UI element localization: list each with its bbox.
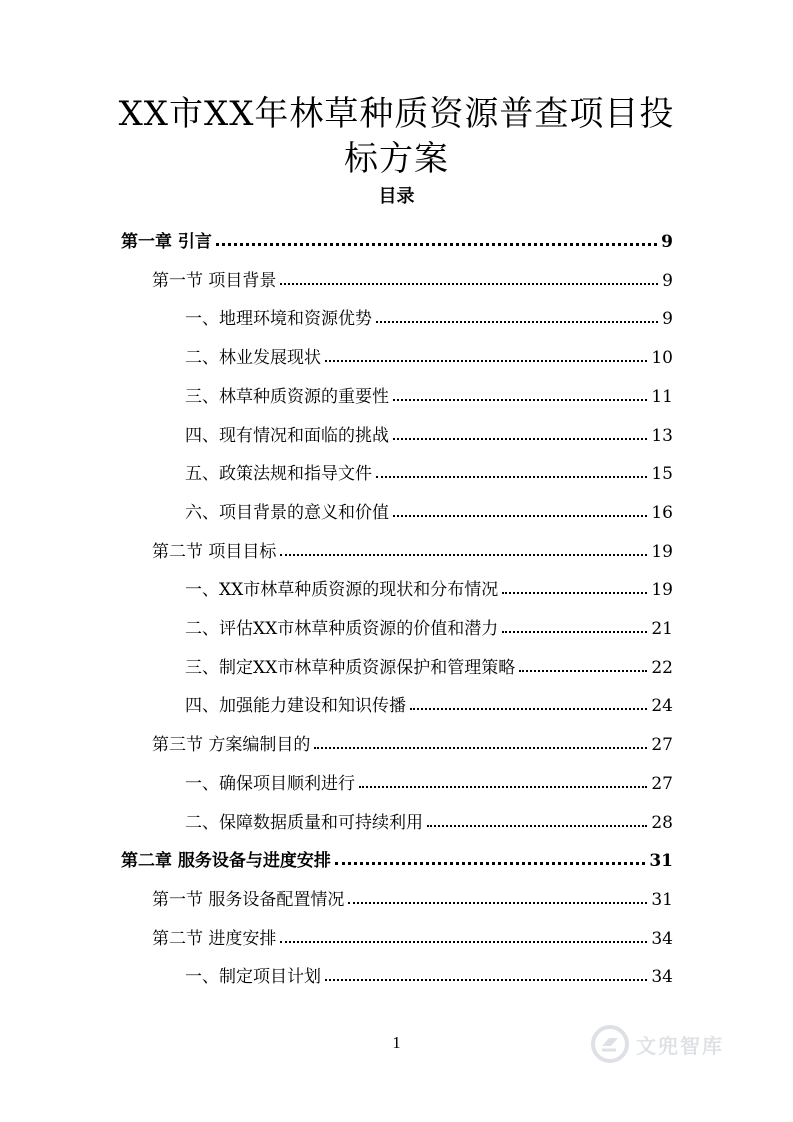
page-number: 1	[392, 1033, 401, 1052]
toc-entry-label: 二、林业发展现状	[185, 348, 321, 369]
toc-leader-dots	[502, 631, 647, 633]
toc-entry-page: 27	[651, 773, 673, 794]
toc-entry-label: 二、评估XX市林草种质资源的价值和潜力	[185, 619, 499, 639]
toc-leader-dots	[325, 979, 647, 981]
toc-entry-page: 27	[651, 735, 673, 756]
toc-leader-dots	[376, 321, 658, 323]
toc-entry[interactable]	[185, 609, 673, 639]
document-title	[0, 92, 793, 182]
toc-entry[interactable]	[185, 416, 673, 446]
toc-entry[interactable]	[152, 261, 673, 291]
toc-entry-page: 22	[651, 657, 673, 678]
toc-entry-label: 六、项目背景的意义和价值	[185, 502, 389, 523]
watermark-logo-icon	[590, 1024, 630, 1064]
toc-entry[interactable]	[185, 803, 673, 833]
toc-entry-label: 一、地理环境和资源优势	[185, 309, 372, 330]
toc-entry-page: 15	[651, 464, 673, 485]
toc-entry-label: 四、现有情况和面临的挑战	[185, 425, 389, 446]
toc-entry-label: 三、制定XX市林草种质资源保护和管理策略	[185, 657, 516, 678]
toc-leader-dots	[427, 825, 647, 827]
toc-entry-page: 9	[661, 232, 673, 252]
toc-entry[interactable]	[121, 841, 673, 871]
toc-entry[interactable]	[185, 454, 673, 484]
toc-entry-page: 34	[651, 928, 673, 949]
title-line-1: XX市XX年林草种质资源普查项目投	[118, 94, 675, 134]
toc-leader-dots	[280, 283, 658, 285]
toc-entry-label: 五、政策法规和指导文件	[185, 464, 372, 485]
toc-entry-page: 21	[651, 619, 673, 639]
toc-leader-dots	[314, 747, 647, 749]
toc-entry[interactable]	[152, 919, 673, 949]
toc-entry-page: 19	[651, 580, 673, 601]
toc-leader-dots	[519, 670, 647, 672]
toc-leader-dots	[280, 941, 647, 943]
toc-leader-dots	[348, 902, 647, 904]
toc-leader-dots	[376, 476, 647, 478]
watermark-text: 文兜智库	[636, 1033, 724, 1058]
toc-entry[interactable]	[152, 532, 673, 562]
toc-entry[interactable]	[152, 880, 673, 910]
toc-entry[interactable]	[121, 222, 673, 252]
toc-entry-page: 9	[662, 270, 673, 291]
toc-entry[interactable]	[185, 493, 673, 523]
toc-entry[interactable]	[152, 725, 673, 755]
toc-entry-page: 16	[651, 502, 673, 523]
toc-leader-dots	[410, 708, 647, 710]
toc-entry[interactable]	[185, 686, 673, 716]
toc-leader-dots	[280, 554, 647, 556]
toc-entry-label: 一、确保项目顺利进行	[185, 773, 355, 794]
toc-entry-page: 19	[651, 541, 673, 562]
toc-entry-page: 11	[651, 386, 673, 407]
toc-leader-dots	[393, 438, 647, 440]
toc-entry-page: 28	[651, 812, 673, 833]
toc-entry[interactable]	[185, 764, 673, 794]
toc-leader-dots	[335, 862, 645, 865]
toc-leader-dots	[393, 515, 647, 517]
toc-entry-label: 二、保障数据质量和可持续利用	[185, 812, 423, 833]
toc-entry-page: 31	[649, 851, 673, 872]
toc-entry[interactable]	[185, 338, 673, 368]
toc-entry[interactable]	[185, 648, 673, 678]
toc-entry-label: 第二节 进度安排	[152, 928, 277, 949]
toc-entry-page: 9	[662, 309, 673, 330]
toc-heading: 目录	[378, 186, 415, 207]
toc-leader-dots	[359, 786, 647, 788]
toc-leader-dots	[393, 399, 647, 401]
toc-entry-label: 三、林草种质资源的重要性	[185, 386, 389, 407]
toc-entry-label: 第二章 服务设备与进度安排	[121, 851, 331, 872]
toc-leader-dots	[502, 592, 647, 594]
watermark	[590, 1020, 760, 1068]
toc-entry-label: 第一节 项目背景	[152, 270, 277, 291]
toc-entry-label: 一、制定项目计划	[185, 967, 321, 988]
toc-entry-page: 13	[651, 425, 673, 446]
toc-entry-label: 四、加强能力建设和知识传播	[185, 696, 406, 717]
toc-entry-label: 第二节 项目目标	[152, 541, 277, 562]
toc-entry[interactable]	[185, 957, 673, 987]
toc-entry-label: 第三节 方案编制目的	[152, 735, 311, 756]
toc-entry[interactable]	[185, 570, 673, 600]
toc-entry[interactable]	[185, 377, 673, 407]
toc-entry-page: 31	[651, 889, 673, 910]
toc-entry-label: 第一节 服务设备配置情况	[152, 889, 345, 910]
toc-entry[interactable]	[185, 299, 673, 329]
toc-leader-dots	[325, 360, 647, 362]
toc-entry-page: 34	[651, 967, 673, 988]
toc-entry-page: 24	[651, 696, 673, 717]
toc-entry-label: 一、XX市林草种质资源的现状和分布情况	[185, 580, 499, 601]
toc-entry-page: 10	[651, 348, 673, 369]
title-line-2: 标方案	[344, 139, 449, 179]
toc-leader-dots	[216, 243, 657, 246]
toc-entry-label: 第一章 引言	[121, 232, 212, 252]
